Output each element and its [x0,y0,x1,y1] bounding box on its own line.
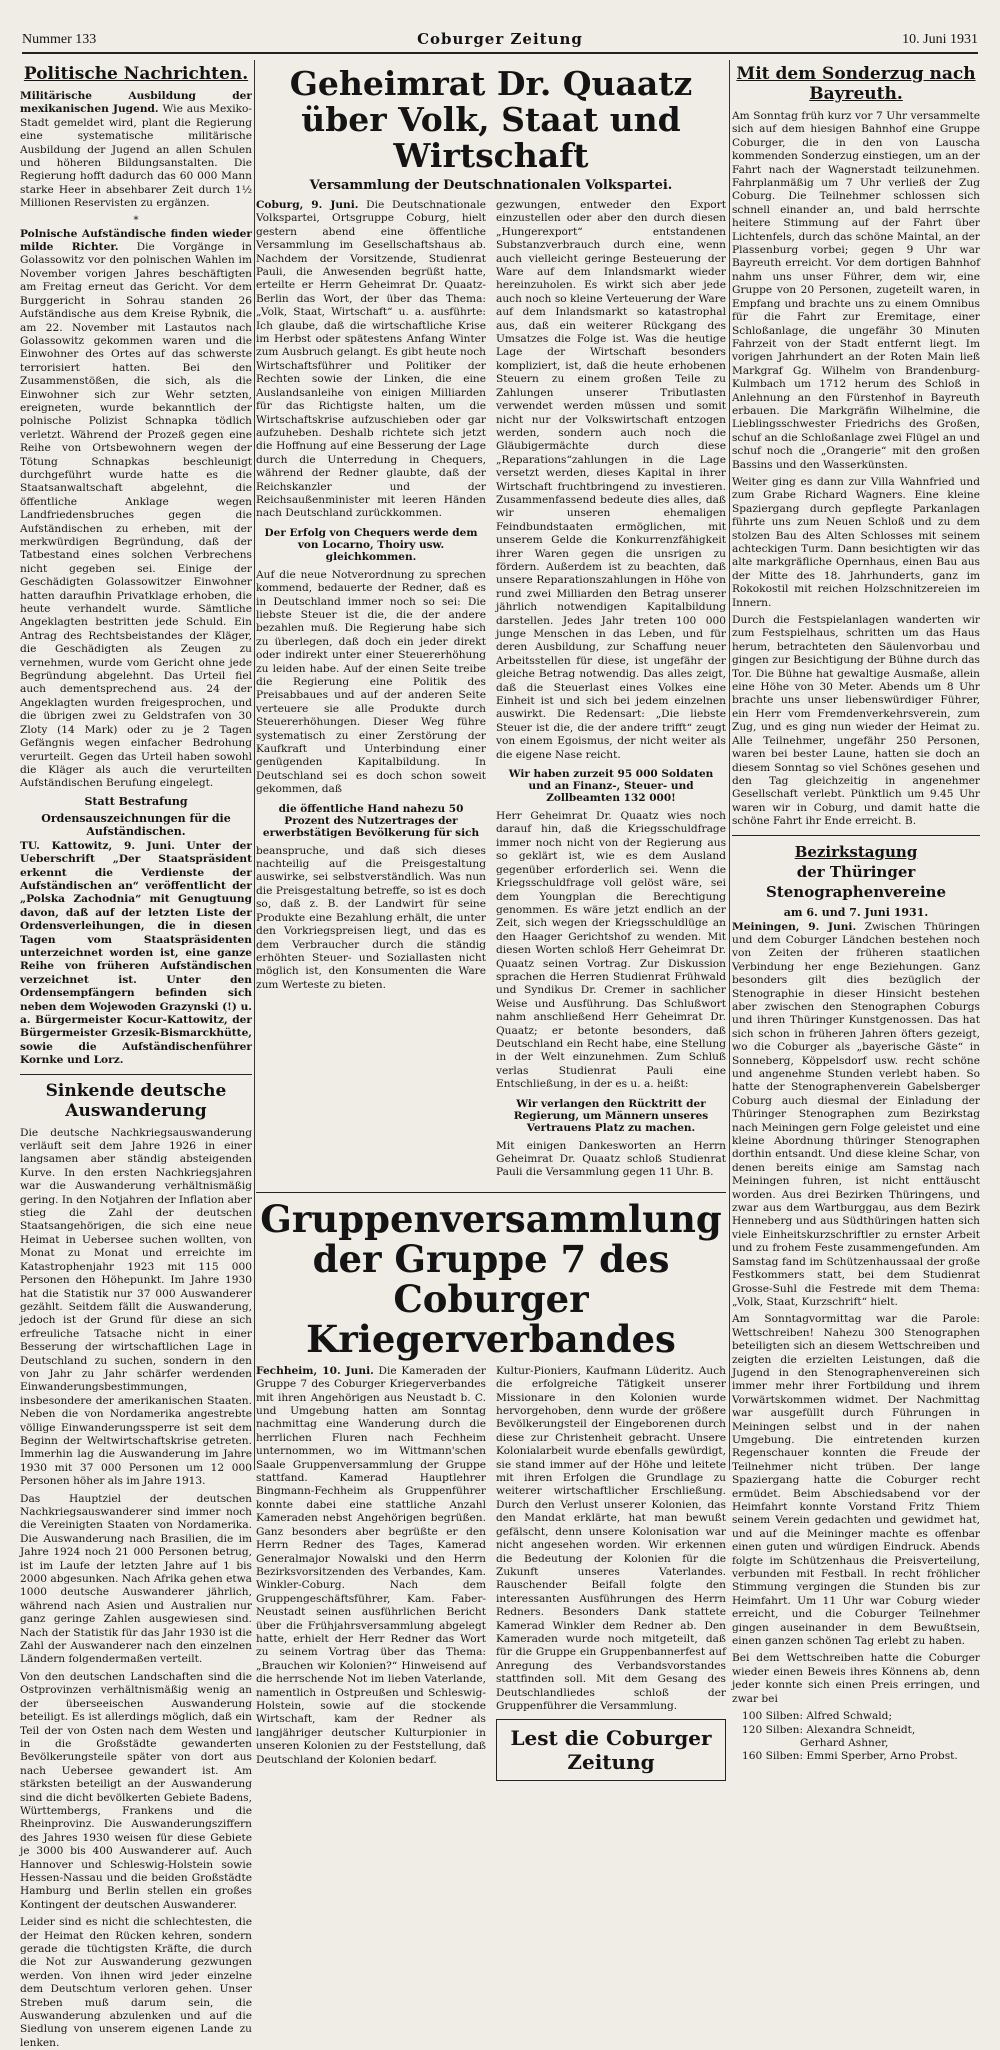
separator-star: * [133,214,139,226]
second-headline: Gruppenversammlung der Gruppe 7 des Coburger Kriegerverbandes [260,1196,722,1361]
prize-list [742,1710,980,1764]
highlight-quote: Wir verlangen den Rücktritt der Regierung, um Männern unseres Vertrauens Platz zu machen. [513,1097,709,1134]
article-paragraph: Coburg, 9. Juni. Die Deutschnationale Volkspartei, Ortsgruppe Coburg, hielt gestern abend eine öffentliche Versammlung im Gesellschaftshaus ab. Nachdem der Vorsitzende, Studienrat Pauli, die Anwesenden begrüßt hatte, erteilte er Herrn Geheimrat Dr. Quaatz-Berlin das Wort, der über das Thema: „Volk, Staat, Wirtschaft“ u. a. ausführte: Ich glaube, daß die wirtschaftliche Krise im Herbst oder spätestens Anfang Winter zum Ausbruch gelangt. Es gibt heute noch Wirtschaftsführer und Politiker der Rechten sowie der Linken, die eine Auslandsanleihe von einigen Milliarden für das Richtigste halten, um die Wirtschaftskrise aufzuschieben oder gar aufzuheben. Deshalb richtete sich jetzt die Hoffnung auf eine Besserung der Lage durch die Unterredung in Chequers, während der Redner glaubte, daß der Reichskanzler und der Reichsaußenminister mit leeren Händen nach Deutschland zurückkommen. [256,199,486,520]
article-paragraph: Von den deutschen Landschaften sind die Ostprovinzen verhältnismäßig wenig an der überseeischen Auswanderung beteiligt. Es ist allerdings möglich, daß ein Teil der von Osten nach dem Westen und in die Großstädte gewanderten Bevölkerungsteile später von dort aus nach Uebersee gewandert ist. Am stärksten beteiligt an der Auswanderung sind die dicht bevölkerten Gebiete Badens, Württembergs, Frankens und die Rheinprovinz. Die Auswanderungsziffern des Jahres 1930 weisen für diese Gebiete je 3000 bis 400 Auswanderer auf. Auch Hannover und Schleswig-Holstein sowie Hessen-Nassau und die beiden Großstädte Hamburg und Berlin stellen ein großes Kontingent der deutschen Auswanderer. [20,1670,252,1911]
article-paragraph: Polnische Aufständische finden wieder milde Richter. Die Vorgänge in Golassowitz vor den polnischen Wahlen im November vorigen Jahres beschäftigten am Freitag erneut das Gericht. Vor dem Burggericht in Sohrau standen 26 Aufständische aus dem Kreise Rybnik, die am 22. November mit Lastautos nach Golassowitz gekommen waren und die Einwohner des Ortes auf das schwerste terrorisiert hatten. Bei den Zusammenstößen, die sich, als die Einwohner sich zur Wehr setzten, ereigneten, wurde bekanntlich der polnische Polizist Schnapka tödlich verletzt. Während der Prozeß gegen eine Reihe von Ortsbewohnern wegen der Tötung Schnapkas beschleunigt durchgeführt wurde hatte es die Staatsanwaltschaft abgelehnt, die öffentliche Anklage wegen Landfriedensbruches gegen die Aufständischen zu erheben, mit der merkwürdigen Begründung, daß der Tatbestand eines solchen Verbrechens nicht gegeben sei. Einige der Geschädigten Golassowitzer Einwohner hatten daraufhin Privatklage erhoben, die heute verhandelt wurde. Sämtliche Angeklagten bestritten jede Schuld. Ein Antrag des Rechtsbeistandes der Kläger, die Geschädigten als Zeugen zu vernehmen, wurde vom Gericht ohne jede Begründung abgelehnt. Das Urteil fiel auch dementsprechend aus. 24 der Angeklagten wurden freigesprochen, und die übrigen zwei zu Geldstrafen von 30 Zloty (14 Mark) oder zu je 2 Tagen Gefängnis wegen einfacher Bedrohung verurteilt. Gegen das Urteil haben sowohl die Kläger als auch die verurteilten Aufständischen Berufung eingelegt. [20,227,253,790]
promo-text: Lest die Coburger Zeitung [510,1726,712,1775]
section-heading-steno-sub: der Thüringer Stenographenvereine [765,862,947,901]
list-item: Gerhard Ashner, [800,1736,889,1749]
dateline: Meiningen, 9. Juni. [732,920,857,933]
article-column-left [256,199,486,1184]
article-paragraph: Meiningen, 9. Juni. Zwischen Thüringen und dem Coburger Ländchen bestehen noch von Zeiten der früheren staatlichen Verbindung her enge Beziehungen. Ganz besonders gilt dies bezüglich der Stenographie in dieser Hinsicht bestehen aber zwischen den Stenographen Coburgs und ihren Thüringer Kunstgenossen. Das hat sich schon in früheren Jahren öfters gezeigt, wo die Coburger als „bayerische Gäste“ in Sonneberg, Köppelsdorf usw. recht schöne und angenehme Stunden verlebt haben. So hatte der Stenographenverein Gabelsberger Coburg auch diesmal der Einladung der Thüringer Stenographen zum Bezirkstag nach Meiningen gern Folge geleistet und eine kleine Abordnung thüringer Stenographen dorthin entsandt. Und diese kleine Schar, von denen bereits einige am Samstag nach Meiningen fuhren, ist nicht enttäuscht worden. Aus drei Bezirken Thüringens, und zwar aus dem Wartburggau, aus dem Bezirk Henneberg und aus Südthüringen hatten sich viele Einheitskurzschriftler zu ernster Arbeit und zu frohem Feste zusammengefunden. Am Samstag fand im Schützenhaussaal der große Festkommers statt, bei dem Studienrat Grosse-Suhl die Festrede mit dem Thema: „Volk, Staat, Kurzschrift“ hielt. [732,920,980,1308]
signature: B. [702,1166,714,1179]
subheading: am 6. und 7. Juni 1931. [783,905,929,919]
article-paragraph: Am Sonntagvormittag war die Parole: Wettschreiben! Nahezu 300 Stenographen beteiligten sich an diesem Wettschreiben und zeigten die erzielten Leistungen, daß die Jugend in den Stenographenvereinen sich immer mehr ihrer Fortbildung und ihrem Vorwärtskommen widmet. Der Nachmittag war ausgefüllt durch Führungen in Meiningen selbst und in der nahen Umgebung. Die eintretenden kurzen Regenschauer konnten die Freude der Teilnehmer nicht trüben. Der lange Spaziergang hatte die Coburger recht ermüdet. Beim Abschiedsabend vor der Heimfahrt konnte Vorstand Fritz Thiem seinem Verein gedachten und gewidmet hat, und auf die Meininger machte es offenbar einen guten und würdigen Eindruck. Abends folgte im Schützenhaus die Preisverteilung, verbunden mit Festball. In recht fröhlicher Stimmung vergingen die Stunden bis zur Heimfahrt. Um 11 Uhr war Coburg wieder erreicht, und die Coburger Teilnehmer gingen auseinander in dem Bewußtsein, einen ganzen schönen Tag erlebt zu haben. [732,1313,980,1648]
masthead [22,30,978,54]
article-paragraph: gezwungen, entweder den Export einzustellen oder aber den durch diesen „Hungerexport“ entstandenen Substanzverbrauch durch eine, wenn auch vielleicht geringe Besteuerung der Ware auf dem Inlandsmarkt wieder hereinzuholen. Es wirkt sich aber jede auch noch so kleine Verteuerung der Ware auf dem Inlandsmarkt so katastrophal aus, daß ein weiterer Rückgang des Umsatzes die Folge ist. Was die heutige Lage der Wirtschaft besonders kompliziert, ist, daß die heute erhobenen Steuern zu einem großen Teile zu Zahlungen unserer Tributlasten verwendet werden müssen und somit nicht nur der Volkswirtschaft entzogen werden, sondern auch noch die Gläubigermächte durch diese „Reparations“zahlungen in die Lage versetzt werden, dieses Kapital in ihrer Wirtschaft fruchtbringend zu investieren. Zusammenfassend bedeute dies alles, daß wir unseren ehemaligen Feindbundstaaten ermöglichen, mit unserem Gelde die Konkurrenzfähigkeit ihrer Waren gegen die unsrigen zu fördern. Außerdem ist zu beachten, daß unsere Reparationszahlungen in Höhe von rund zwei Milliarden den Betrag unserer jährlich notwendigen Kapitalbildung darstellen. Jedes Jahr treten 100 000 junge Menschen in das Leben, und für deren Ausbildung, zur Schaffung neuer Arbeitsstellen für diese, ist ungefähr der gleiche Betrag notwendig. Das alles zeigt, daß die Steuerlast eines Volkes eine Einheit ist und sich bei jedem einzelnen auswirkt. Die Redensart: „Die liebste Steuer ist die, die der andere trifft“ zeugt von einem Egoismus, der nicht weiter als die eigene Nase reicht. [496,199,726,761]
article-column-right [496,199,726,1184]
article-paragraph: Bei dem Wettschreiben hatte die Coburger wieder einen Beweis ihres Könnens ab, denn jeder konnte sich einen Preis erringen, und zwar bei [732,1652,980,1705]
article-paragraph: Die deutsche Nachkriegsauswanderung verläuft seit dem Jahre 1926 in einer langsamen aber ständig absteigenden Kurve. In den ersten Nachkriegsjahren war die Auswanderung verhältnismäßig gering. In den Notjahren der Inflation aber stieg die Zahl der deutschen Staatsangehörigen, die sich eine neue Heimat in Uebersee suchen wollten, von Monat zu Monat und erreichte im Katastrophenjahr 1923 mit 115 000 Personen den Höhepunkt. Im Jahre 1930 hat die Statistik nur 37 000 Auswanderer gezählt. Seitdem fällt die Auswanderung, jedoch ist der Grund für diese an sich erfreuliche Tatsache nicht in einer Besserung der wirtschaftlichen Lage in Deutschland zu suchen, sondern in den von Jahr zu Jahr schärfer werdenden Einwanderungsbestimmungen, insbesondere der amerikanischen Staaten. Neben die von Nordamerika angestrebte völlige Einwanderungssperre ist seit dem Beginn der Weltwirtschaftskrise getreten. Immerhin lag die Auswanderung im Jahre 1930 mit 37 000 Personen um 12 000 Personen höher als im Jahre 1913. [20,1126,252,1488]
article-column-right [496,1365,726,1782]
left-column [20,60,253,2049]
center-columns [256,60,726,1775]
section-heading-bayreuth: Mit dem Sonderzug nach Bayreuth. [736,64,976,104]
signature: B. [904,815,917,828]
subheading: Statt Bestrafung [84,794,188,808]
column-divider [254,60,255,1470]
article-paragraph: Mit einigen Dankesworten an Herrn Geheimrat Dr. Quaatz schloß Studienrat Pauli die Versammlung gegen 11 Uhr. B. [496,1139,726,1179]
article-column-left [256,1365,486,1782]
article-paragraph: beanspruche, und daß sich dieses nachteilig auf die Preisgestaltung auswirke, sei selbstverständlich. Was nun die Preisgestaltung betreffe, so ist es doch so, daß z. B. der Landwirt für seine Produkte eine Bezahlung erhält, die unter den Vorkriegspreisen liegt, und das es dem Verbraucher durch die ständig erhöhten Steuer- und Soziallasten nicht möglich ist, den Konsumenten die Ware zum Werteste zu bieten. [256,844,486,991]
article-paragraph: Am Sonntag früh kurz vor 7 Uhr versammelte sich auf dem hiesigen Bahnhof eine Gruppe Coburger, die in den von Lauscha kommenden Sonderzug einstiegen, um an der Fahrt nach der Wagnerstadt teilzunehmen. Fahrplanmäßig um 7 Uhr verließ der Zug Coburg. Die Teilnehmer schlossen sich schnell einander an, und bald herrschte heitere Stimmung auf der Fahrt über Lichtenfels, durch das schöne Maintal, an der Plassenburg vorbei; gegen 9 Uhr war Bayreuth erreicht. Vor dem dortigen Bahnhof nahm uns unser Führer, dem wir, eine Gruppe von 20 Personen, zugeteilt waren, in Empfang und brachte uns zu einem Omnibus für die Fahrt zur Eremitage, einer Schloßanlage, die ungefähr 30 Minuten Fahrzeit von der Stadt entfernt liegt. Im vorigen Jahrhundert an der Roten Main ließ Markgraf Gg. Wilhelm von Brandenburg-Kulmbach um 1712 herum des Schloß in Anlehnung an den Fürstenhof in Bayreuth erbauen. Die Markgräfin Wilhelmine, die Lieblingsschwester Friedrichs des Großen, schuf an die Schloßanlage zwei Flügel an und schuf noch die „Orangerie“ mit den großen Bassins und den Wasserkünsten. [732,110,980,471]
article-body [256,1365,726,1782]
article-paragraph: Herr Geheimrat Dr. Quaatz wies noch darauf hin, daß die Kriegsschuldfrage immer noch nicht von der Regierung aus so geklärt ist, wie es dem Ausland gegenüber erforderlich sei. Wenn die Kriegsschuldfrage voll gelöst wäre, sei dem Youngplan die Berechtigung genommen. Es wäre jetzt endlich an der Zeit, sich wegen der Kriegsschuldlüge an den Haager Gerichtshof zu wenden. Mit diesen Worten schloß Herr Geheimrat Dr. Quaatz seinen Vortrag. Zur Diskussion sprachen die Herren Studienrat Frühwald und Syndikus Dr. Cremer in sachlicher Weise und Ausführung. Das Schlußwort nahm anschließend Herr Geheimrat Dr. Quaatz; er betonte besonders, daß Deutschland ein Recht habe, eine Stellung in der Welt einzunehmen. Zum Schluß verlas Studienrat Pauli eine Entschließung, in der es u. a. heißt: [496,810,726,1091]
right-column [732,60,980,1763]
issue-number: Nummer 133 [22,32,97,47]
issue-date: 10. Juni 1931 [902,32,978,47]
article-paragraph: Militärische Ausbildung der mexikanischen Jugend. Wie aus Mexiko-Stadt gemeldet wird, plant die Regierung eine systematische militärische Ausbildung der Jugend an allen Schulen und höheren Bildungsanstalten. Die Regierung hofft dadurch das 60 000 Mann starke Heer in absehbarer Zeit durch 1½ Millionen Reservisten zu ergänzen. [20,90,252,210]
article-paragraph: Auf die neue Notverordnung zu sprechen kommend, bedauerte der Redner, daß es in Deutschland immer noch so sei: Die liebste Steuer ist die, die der andere bezahlen muß. Die Regierung habe sich zu überlegen, daß doch ein jeder direkt oder indirekt unter einer Steuererhöhung zu leiden habe. Auf der einen Seite treibe die Regierung eine Politik des Preisabbaues und auf der anderen Seite verteuere sie alle Produkte durch Steuererhöhungen. Dieser Weg führe systematisch zu einer Zerstörung der Kaufkraft und Unterbindung einer genügenden Kapitalbildung. In Deutschland sei es doch schon soweit gekommen, daß [256,568,486,796]
list-item: 120 Silben: Alexandra Schneidt, [742,1723,916,1736]
section-heading-steno: Bezirkstagung [794,842,918,861]
paragraph-lead: Militärische Ausbildung der mexikanischen Jugend. [20,90,252,116]
article-paragraph: Durch die Festspielanlagen wanderten wir zum Festspielhaus, schritten um das Haus herum, betrachteten den Säulenvorbau und gingen zur Besichtigung der Bühne durch das Tor. Die Bühne hat gewaltige Ausmaße, allein eine Höhe von 30 Meter. Abends um 8 Uhr brachte uns unser liebenswürdiger Führer, ein Herr vom Fremdenverkehrsverein, zum Zug, und es ging nun wieder der Heimat zu. Alle Teilnehmer, ungefähr 250 Personen, waren bei bester Laune, hatten sie doch an diesem Sonntag so viel Schönes gesehen und den Tag gleichzeitig in angenehmer Gesellschaft verlebt. Pünktlich um 9.45 Uhr waren wir in Coburg, und damit hatte die schöne Fahrt ihr Ende erreicht. B. [732,614,980,828]
main-headline: Geheimrat Dr. Quaatz über Volk, Staat und Wirtschaft [289,64,693,175]
highlight-quote: die öffentliche Hand nahezu 50 Prozent des Nutzertrages der erwerbstätigen Bevölkerung für sich [262,802,480,839]
list-item: 100 Silben: Alfred Schwald; [742,1710,893,1723]
subheading: Ordensauszeichnungen für die Aufständischen. [41,811,231,838]
dateline: TU. Kattowitz, 9. Juni. [20,839,175,852]
dateline: Coburg, 9. Juni. [256,199,359,211]
section-rule [256,1192,726,1193]
highlight-quote: Der Erfolg von Chequers werde dem von Locarno, Thoiry usw. gleichkommen. [264,526,478,563]
section-rule [20,1074,252,1075]
article-paragraph: Kultur-Pioniers, Kaufmann Lüderitz. Auch die erfolgreiche Tätigkeit unserer Missionare in den Kolonien wurde hervorgehoben, denn wurde der größere Bevölkerungsteil der Eingeborenen durch diese zur Christenheit gebracht. Unsere Kolonialarbeit wurde ebenfalls gewürdigt, sie stand immer auf der Höhe und leitete mit ihren Erfolgen die Grundlage zu weiterer wirtschaftlicher Erschließung. Durch den Verlust unserer Kolonien, das den Mandat erklärte, hat man bewußt gefälscht, denn unsere Kolonisation war nicht angesehen worden. Wir erkennen die Bedeutung der Kolonien für die Zukunft unseres Vaterlandes. Rauschender Beifall folgte den interessanten Ausführungen des Herrn Redners. Besonders Dank stattete Kamerad Winkler dem Redner ab. Den Kameraden wurde noch mitgeteilt, daß für die Gruppe ein Gruppenbannerfest auf Anregung des Verbandsvorstandes stattfinden soll. Mit dem Gesang des Deutschlandliedes schloß der Gruppenführer die Versammlung. [496,1364,726,1712]
paragraph-lead: Polnische Aufständische finden wieder milde Richter. [20,227,252,254]
section-heading-politics: Politische Nachrichten. [23,64,249,84]
headline-deck: Versammlung der Deutschnationalen Volkspartei. [309,178,673,193]
article-paragraph: Das Hauptziel der deutschen Nachkriegsauswanderer sind immer noch die Vereinigten Staaten von Nordamerika. Die Auswanderung nach Brasilien, die im Jahre 1924 noch 21 000 Personen betrug, ist im Laufe der letzten Jahre auf 1 bis 2000 abgesunken. Nach Afrika gehen etwa 1000 deutsche Auswanderer jährlich, während nach Asien und Australien nur ganz geringe Zahlen ausgewiesen sind. Nach der Statistik für das Jahr 1930 ist die Zahl der Auswanderer nach den einzelnen Ländern folgendermaßen verteilt. [20,1492,252,1666]
article-body [256,199,726,1184]
article-paragraph: Weiter ging es dann zur Villa Wahnfried und zum Grabe Richard Wagners. Eine kleine Spaziergang durch gepflegte Parkanlagen führte uns zum Neuen Schloß und zu dem stolzen Bau des Alten Schlosses mit seinem achteckigen Turm. Dann besichtigten wir das alte markgräfliche Opernhaus, einen Bau aus der Mitte des 18. Jahrhunderts, ganz im Rokokostil mit reichen Holzschnitzereien im Innern. [732,475,980,609]
column-divider [729,60,730,1470]
article-paragraph: Fechheim, 10. Juni. Die Kameraden der Gruppe 7 des Coburger Kriegerverbandes mit ihren Angehörigen aus Neustadt b. C. und Umgebung hatten am Sonntag nachmittag eine Wanderung durch die herrlichen Fluren nach Fechheim unternommen, wo im Wittmann'schen Saale Gruppenversammlung der Gruppe stattfand. Kamerad Hauptlehrer Bingmann-Fechheim als Gruppenführer konnte dabei eine stattliche Anzahl Kameraden nebst Angehörigen begrüßen. Ganz besonders aber begrüßte er den Herrn Redner des Tages, Kamerad Generalmajor Nowalski und den Herrn Bezirksvorsitzenden des Verbandes, Kam. Winkler-Coburg. Nach dem Gruppengeschäftsführer, Kam. Faber-Neustadt seinen ausführlichen Bericht über die Frühjahrsversammlung abgelegt hatte, erhielt der Herr Redner das Wort zu seinem Vortrag über das Thema: „Brauchen wir Kolonien?“ Hinweisend auf die herrschende Not im lieben Vaterlande, namentlich in Ostpreußen und Schleswig-Holstein, sowie auf die stockende Wirtschaft, kam der Redner als langjähriger deutscher Kulturpionier in unseren Kolonien zu der Feststellung, daß Deutschland der Kolonien bedarf. [256,1364,486,1766]
article-paragraph: TU. Kattowitz, 9. Juni. Unter der Ueberschrift „Der Staatspräsident erkennt die Verdienste der Aufständischen an“ veröffentlicht der „Polska Zachodnia“ mit Genugtuung davon, daß auf der letzten Liste der Ordensverleihungen, die in diesen Tagen vom Staatspräsidenten unterzeichnet worden ist, eine ganze Reihe von früheren Aufständischen verzeichnet ist. Unter den Ordensempfängern befinden sich neben dem Wojewoden Grazynski (!) u. a. Bürgermeister Kocur-Kattowitz, der Bürgermeister Grzesik-Bismarckhütte, sowie die Aufständischenführer Kornke und Lorz. [20,839,253,1067]
list-item: 160 Silben: Emmi Sperber, Arno Probst. [742,1750,958,1763]
newspaper-title: Coburger Zeitung [417,30,583,48]
section-heading-emigration: Sinkende deutsche Auswanderung [45,1080,227,1121]
section-rule [732,835,980,836]
promo-box [496,1719,726,1781]
highlight-quote: Wir haben zurzeit 95 000 Soldaten und an Finanz-, Steuer- und Zollbeamten 132 000! [508,768,714,805]
dateline: Fechheim, 10. Juni. [256,1364,374,1377]
article-paragraph: Leider sind es nicht die schlechtesten, die der Heimat den Rücken kehren, sondern gerade die tüchtigsten Kräfte, die durch die Not zur Auswanderung gezwungen werden. Von ihnen wird jeder einzelne dem Deutschtum verloren gehen. Unser Streben muß darum sein, die Auswanderung abzulenken und auf die Siedlung von unserem eigenen Lande zu lenken. [20,1916,252,2049]
